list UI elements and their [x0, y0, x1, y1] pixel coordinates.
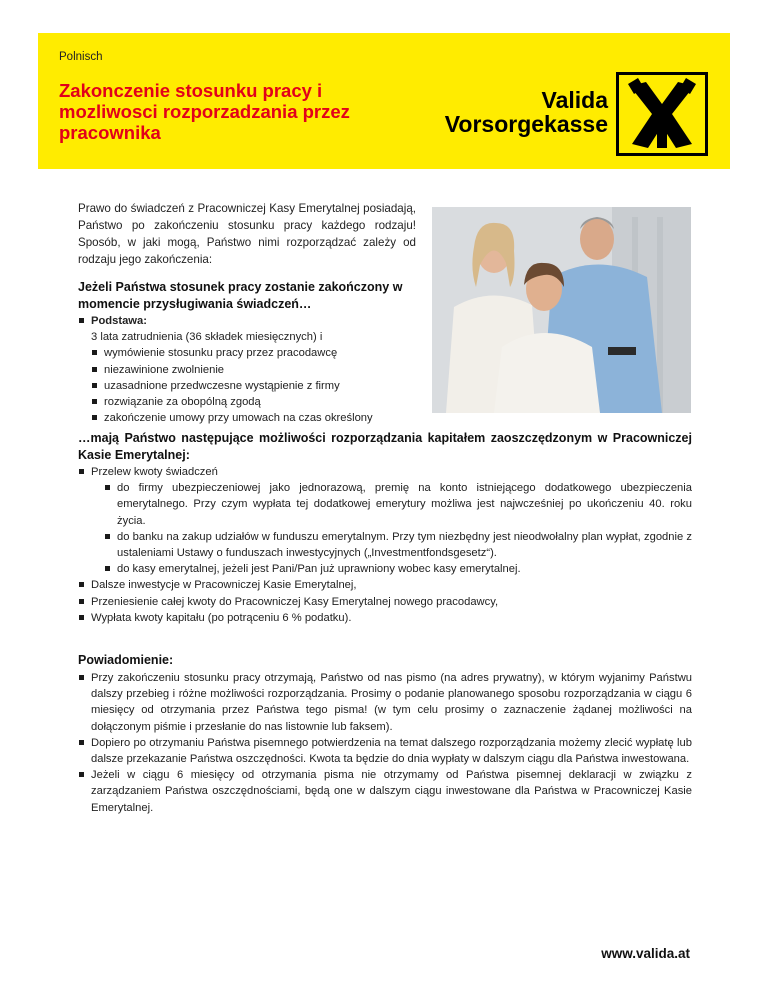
people-photo [432, 207, 691, 413]
list-item: uzasadnione przedwczesne wystąpienie z firmy [91, 378, 428, 394]
list-item: Przeniesienie całej kwoty do Pracowniczej Kasy Emerytalnej nowego pracodawcy, [78, 594, 692, 610]
list-item: niezawinione zwolnienie [91, 362, 428, 378]
list-item: rozwiązanie za obopólną zgodą [91, 394, 428, 410]
list-item: do banku na zakup udziałów w funduszu emerytalnym. Przy tym niezbędny jest nieodwołalny plan wypłat, zgodnie z ustaleniami Ustawy o funduszach inwestycyjnych („Investmentfondsgesetz“). [104, 529, 692, 561]
list-item: Dalsze inwestycje w Pracowniczej Kasie Emerytalnej, [78, 577, 692, 593]
list-item [78, 313, 428, 426]
basis-label: Podstawa: [91, 315, 147, 327]
list-item: Wypłata kwoty kapitału (po potrąceniu 6 % podatku). [78, 610, 692, 626]
list-item [78, 464, 692, 577]
section1-list [78, 313, 428, 426]
section3-heading: Powiadomienie: [78, 653, 174, 667]
section2-list [78, 464, 692, 626]
basis-text: 3 lata zatrudnienia (36 składek miesięcznych) i [91, 331, 323, 344]
section3-list [78, 670, 692, 816]
list-item: Dopiero po otrzymaniu Państwa pisemnego potwierdzenia na temat dalszego rozporządzania możemy zlecić wypłatę lub dalsze przekazanie Państwa oszczędności. Kwota ta będzie do dnia wypłaty w dalszym ciągu dla Państwa inwestowana. [78, 735, 692, 767]
raiffeisen-gable-cross-icon [616, 72, 708, 156]
list-item: Przy zakończeniu stosunku pracy otrzymają, Państwo od nas pismo (na adres prywatny), w którym wyjanimy Państwu dalszy przebieg i różne możliwości rozporządzania. Prosimy o podanie planowanego sposobu rozporządzania w ciągu 6 miesięcy od otrzymania przez Państwa tego pisma! (w tym celu prosimy o zaznaczenie żądanej możliwości na dołączonym piśmie i przesłanie do nas listownie lub faksem). [78, 670, 692, 735]
list-item: do kasy emerytalnej, jeżeli jest Pani/Pan już uprawniony wobec kasy emerytalnej. [104, 561, 692, 577]
intro-paragraph: Prawo do świadczeń z Pracowniczej Kasy Emerytalnej posiadają, Państwo po zakończeniu stosunku pracy każdego rodzaju! Sposób, w jaki mogą, Państwo nimi rozporządzać zależy od rodzaju jego zakończenia: [78, 202, 416, 266]
logo-line-2: Vorsorgekasse [444, 111, 608, 137]
logo-wordmark [445, 88, 608, 136]
website-link[interactable]: www.valida.at [601, 946, 690, 961]
list-item: Jeżeli w ciągu 6 miesięcy od otrzymania pisma nie otrzymamy od Państwa pisemnej deklaracji w związku z zarządzaniem Państwa oszczędnościami, będą one w dalszym ciągu inwestowane dla Państwa w Pracowniczej Kasie Emerytalnej. [78, 767, 692, 816]
page-title: Zakonczenie stosunku pracy i mozliwosci rozporzadzania przez pracownika [59, 80, 350, 143]
photo-illustration [432, 207, 691, 413]
logo-line-1: Valida [541, 87, 608, 113]
list-item: zakończenie umowy przy umowach na czas określony [91, 410, 428, 426]
section1-heading: Jeżeli Państwa stosunek pracy zostanie zakończony w momencie przysługiwania świadczeń… [78, 280, 403, 311]
list-item: wymówienie stosunku pracy przez pracodawcę [91, 345, 428, 361]
header-banner [38, 33, 730, 169]
list-item: do firmy ubezpieczeniowej jako jednorazową, premię na konto istniejącego dodatkowego ubezpieczenia emerytalnego. Przy czym wypłata tej dodatkowej emerytury możliwa jest najwcześniej po ukończeniu 40. roku życia. [104, 480, 692, 529]
section2-heading: …mają Państwo następujące możliwości rozporządzania kapitałem zaoszczędzonym w Pracowniczej Kasie Emerytalnej: [78, 431, 692, 462]
language-label: Polnisch [59, 51, 103, 63]
transfer-label: Przelew kwoty świadczeń [91, 466, 218, 478]
